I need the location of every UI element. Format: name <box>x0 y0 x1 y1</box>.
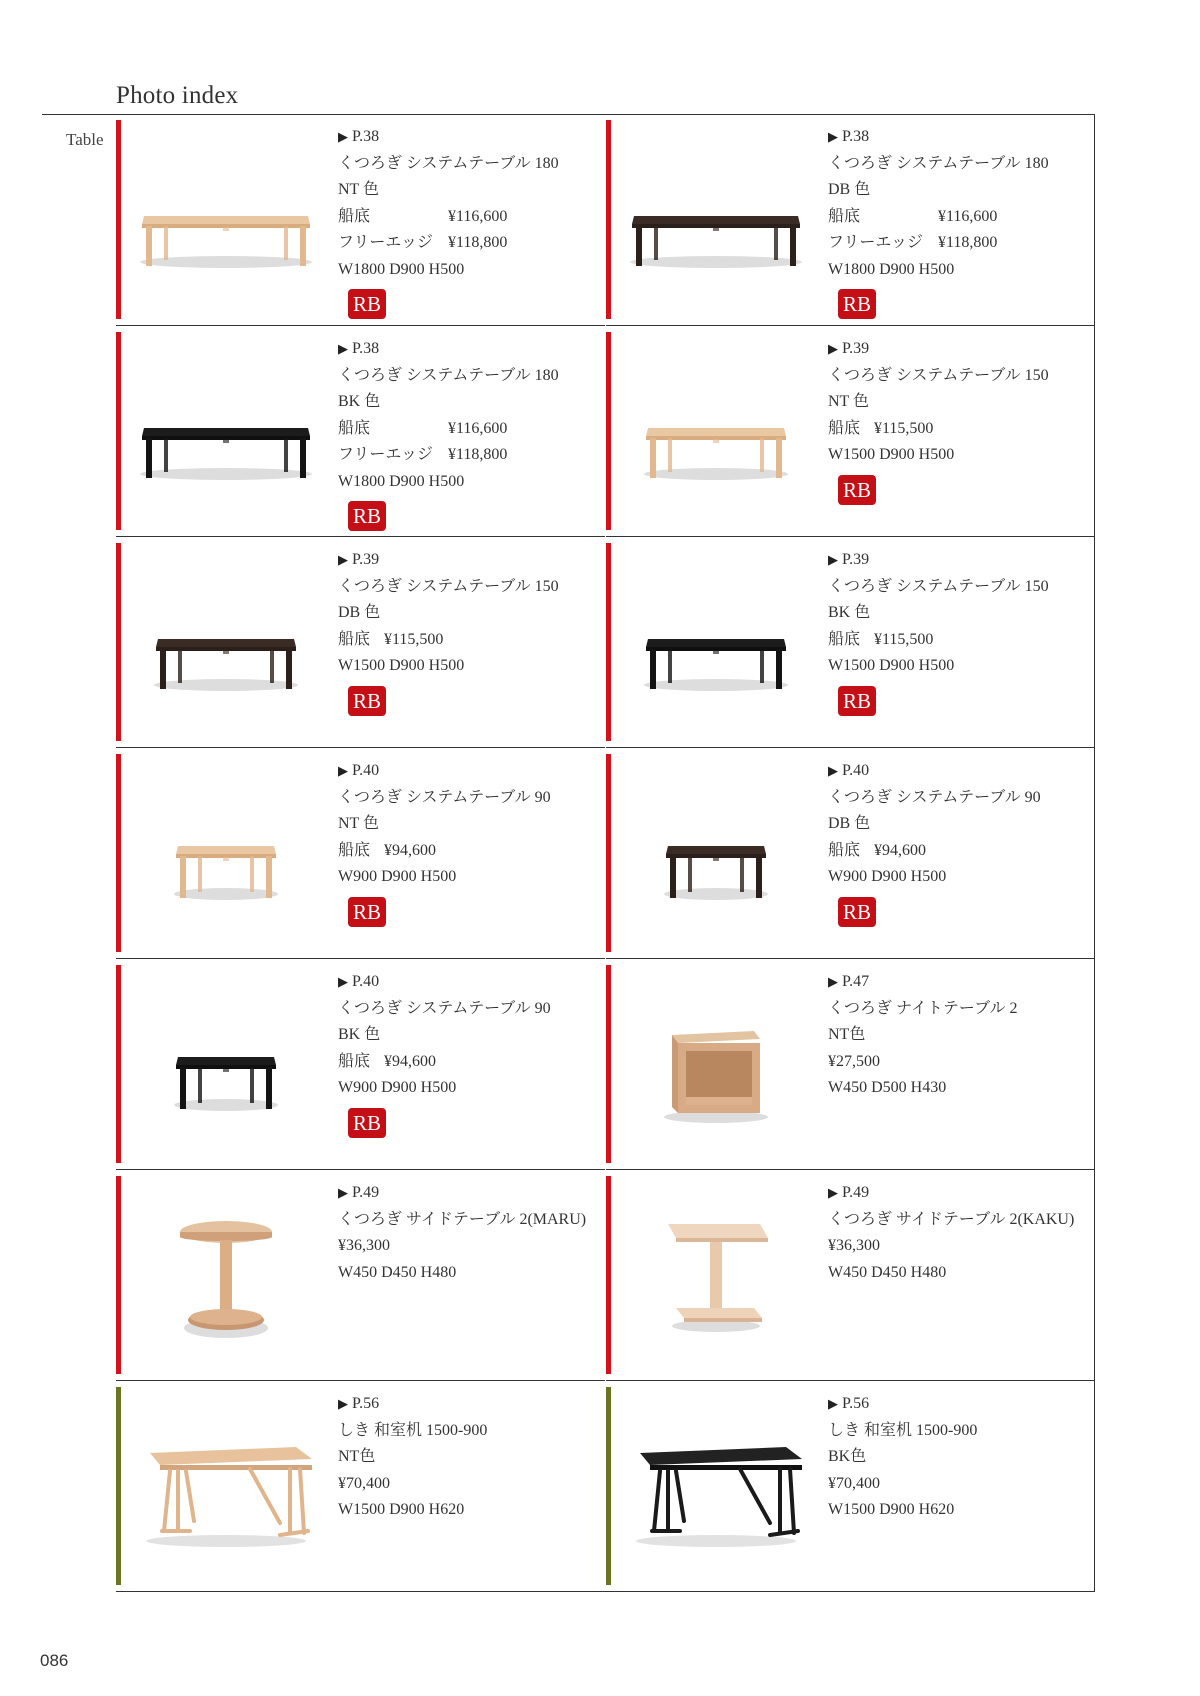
price-row <box>338 416 598 443</box>
price-value: ¥94,600 <box>384 841 437 859</box>
accent-bar <box>606 754 611 952</box>
product-color: NT 色 <box>338 815 380 832</box>
page-ref-text: P.39 <box>352 551 380 568</box>
page-ref-text: P.49 <box>842 1184 870 1201</box>
price-value: ¥115,500 <box>874 630 934 648</box>
page-ref <box>338 336 598 363</box>
product-size: W900 D900 H500 <box>338 868 457 885</box>
product-name: しき 和室机 1500-900 <box>828 1421 978 1439</box>
price-row <box>828 1049 1088 1076</box>
page-number: 086 <box>40 1651 69 1670</box>
triangle-right-icon: ▶ <box>828 129 838 144</box>
page-ref <box>338 124 598 151</box>
desk-nt-icon <box>130 1391 322 1581</box>
price-value: ¥115,500 <box>874 419 934 437</box>
page-ref <box>828 1180 1088 1207</box>
product-cell <box>606 747 1095 958</box>
product-size: W450 D450 H480 <box>338 1263 457 1281</box>
price-row <box>828 416 1088 443</box>
product-cell <box>606 1169 1095 1380</box>
accent-bar <box>116 965 121 1163</box>
rb-badge: RB <box>348 501 386 531</box>
page-ref <box>828 547 1088 574</box>
product-name: くつろぎ サイドテーブル 2(MARU) <box>338 1210 587 1228</box>
triangle-right-icon: ▶ <box>338 341 348 356</box>
rb-badge: RB <box>838 686 876 716</box>
product-size: W1500 D900 H500 <box>828 446 955 463</box>
product-cell <box>116 1380 605 1591</box>
page-title: Photo index <box>116 82 239 109</box>
product-color: BK色 <box>828 1448 867 1465</box>
price-label: 船底 <box>338 841 371 859</box>
price-value: ¥27,500 <box>828 1052 880 1070</box>
product-color: BK 色 <box>338 1026 381 1043</box>
product-cell <box>116 747 605 958</box>
price-row <box>338 1233 598 1260</box>
product-size: W1500 D900 H500 <box>828 657 955 674</box>
price-value: ¥118,800 <box>448 234 508 251</box>
page-ref-text: P.49 <box>352 1184 380 1201</box>
product-color: NT色 <box>338 1448 376 1465</box>
accent-bar <box>606 120 611 319</box>
product-name: くつろぎ システムテーブル 180 <box>828 154 1049 172</box>
product-name: くつろぎ ナイトテーブル 2 <box>828 999 1018 1017</box>
page-ref <box>338 1391 598 1418</box>
price-label: フリーエッジ <box>338 446 434 463</box>
price-label: フリーエッジ <box>828 234 924 251</box>
table-small-db-icon <box>620 758 812 948</box>
rb-badge: RB <box>838 897 876 927</box>
price-value: ¥70,400 <box>338 1474 390 1492</box>
product-size: W900 D900 H500 <box>338 1079 457 1096</box>
rb-badge: RB <box>348 897 386 927</box>
accent-bar <box>116 332 121 530</box>
triangle-right-icon: ▶ <box>338 974 348 989</box>
triangle-right-icon: ▶ <box>828 341 838 356</box>
table-small-bk-icon <box>130 969 322 1159</box>
price-value: ¥36,300 <box>338 1237 390 1254</box>
page-ref-text: P.39 <box>842 340 870 357</box>
desk-bk-icon <box>620 1391 812 1581</box>
triangle-right-icon: ▶ <box>338 552 348 567</box>
product-name: くつろぎ システムテーブル 90 <box>828 788 1041 806</box>
product-name: くつろぎ システムテーブル 180 <box>338 366 559 384</box>
triangle-right-icon: ▶ <box>338 1185 348 1200</box>
price-label: 船底 <box>828 630 861 648</box>
product-color: BK 色 <box>828 604 871 621</box>
product-info <box>828 336 1088 506</box>
price-row <box>338 204 598 231</box>
product-size: W450 D450 H480 <box>828 1263 947 1281</box>
product-info <box>338 969 598 1139</box>
price-row <box>338 230 598 257</box>
product-info <box>338 124 598 321</box>
triangle-right-icon: ▶ <box>828 763 838 778</box>
price-value: ¥118,800 <box>448 446 508 463</box>
triangle-right-icon: ▶ <box>828 552 838 567</box>
accent-bar <box>606 965 611 1163</box>
price-label: 船底 <box>338 630 371 648</box>
price-value: ¥116,600 <box>448 207 508 225</box>
table-mid-nt-icon <box>620 336 812 526</box>
product-info <box>828 1180 1088 1286</box>
product-name: しき 和室机 1500-900 <box>338 1421 488 1439</box>
product-info <box>338 1180 598 1286</box>
page-ref-text: P.38 <box>352 128 380 145</box>
product-color: BK 色 <box>338 393 381 410</box>
price-label: 船底 <box>828 207 861 225</box>
price-value: ¥115,500 <box>384 630 444 648</box>
price-value: ¥116,600 <box>448 419 508 437</box>
accent-bar <box>116 1387 121 1585</box>
page-ref-text: P.40 <box>352 762 380 779</box>
price-label: フリーエッジ <box>338 234 434 251</box>
product-cell <box>606 114 1095 325</box>
rb-badge: RB <box>838 475 876 505</box>
triangle-right-icon: ▶ <box>338 1396 348 1411</box>
product-size: W1500 D900 H500 <box>338 657 465 674</box>
page-ref <box>828 336 1088 363</box>
product-info <box>828 547 1088 717</box>
product-size: W450 D500 H430 <box>828 1079 947 1096</box>
page-ref-text: P.38 <box>352 340 380 357</box>
section-label: Table <box>66 130 104 149</box>
page-ref <box>338 758 598 785</box>
price-row <box>828 627 1088 654</box>
triangle-right-icon: ▶ <box>338 763 348 778</box>
accent-bar <box>116 120 121 319</box>
page-ref <box>828 969 1088 996</box>
accent-bar <box>116 543 121 741</box>
table-long-bk-icon <box>130 336 322 526</box>
triangle-right-icon: ▶ <box>828 974 838 989</box>
product-cell <box>606 536 1095 747</box>
price-label: 船底 <box>338 419 371 437</box>
page-ref-text: P.38 <box>842 128 870 145</box>
product-name: くつろぎ システムテーブル 150 <box>338 577 559 595</box>
accent-bar <box>606 332 611 530</box>
price-label: 船底 <box>338 1052 371 1070</box>
product-size: W1800 D900 H500 <box>338 260 465 278</box>
accent-bar <box>606 1176 611 1374</box>
product-name: くつろぎ システムテーブル 90 <box>338 999 551 1017</box>
product-info <box>338 336 598 533</box>
product-cell <box>116 958 605 1169</box>
table-mid-db-icon <box>130 547 322 737</box>
product-size: W900 D900 H500 <box>828 868 947 885</box>
rb-badge: RB <box>348 1108 386 1138</box>
product-color: DB 色 <box>828 815 871 832</box>
side-table-square-icon <box>620 1180 812 1370</box>
page-ref-text: P.56 <box>352 1395 380 1412</box>
product-name: くつろぎ システムテーブル 150 <box>828 366 1049 384</box>
product-size: W1800 D900 H500 <box>828 260 955 278</box>
accent-bar <box>116 754 121 952</box>
product-color: DB 色 <box>338 604 381 621</box>
price-row <box>828 204 1088 231</box>
product-cell <box>606 1380 1095 1591</box>
price-row <box>338 1471 598 1498</box>
accent-bar <box>606 1387 611 1585</box>
price-row <box>338 442 598 469</box>
table-long-nt-icon <box>130 124 322 314</box>
page-ref <box>338 969 598 996</box>
product-info <box>828 758 1088 928</box>
night-table-icon <box>620 969 812 1159</box>
price-row <box>828 838 1088 865</box>
table-mid-bk-icon <box>620 547 812 737</box>
product-cell <box>606 325 1095 536</box>
product-cell <box>116 114 605 325</box>
accent-bar <box>606 543 611 741</box>
side-table-round-icon <box>130 1180 322 1370</box>
price-label: 船底 <box>828 419 861 437</box>
price-value: ¥116,600 <box>938 207 998 225</box>
rb-badge: RB <box>348 686 386 716</box>
page-ref-text: P.47 <box>842 973 870 990</box>
price-row <box>338 838 598 865</box>
product-color: NT 色 <box>828 393 870 410</box>
triangle-right-icon: ▶ <box>338 129 348 144</box>
product-name: くつろぎ システムテーブル 90 <box>338 788 551 806</box>
product-name: くつろぎ システムテーブル 180 <box>338 154 559 172</box>
product-info <box>828 969 1088 1102</box>
page-ref <box>338 1180 598 1207</box>
table-small-nt-icon <box>130 758 322 948</box>
product-info <box>338 547 598 717</box>
price-row <box>338 627 598 654</box>
page-ref-text: P.56 <box>842 1395 870 1412</box>
product-size: W1500 D900 H620 <box>338 1501 465 1518</box>
product-cell <box>116 325 605 536</box>
price-value: ¥118,800 <box>938 234 998 251</box>
page-ref-text: P.40 <box>352 973 380 990</box>
price-value: ¥70,400 <box>828 1474 880 1492</box>
rb-badge: RB <box>838 289 876 319</box>
page-ref <box>828 758 1088 785</box>
price-row <box>828 1471 1088 1498</box>
price-row <box>828 1233 1088 1260</box>
page-ref <box>338 547 598 574</box>
price-label: 船底 <box>828 841 861 859</box>
product-name: くつろぎ システムテーブル 150 <box>828 577 1049 595</box>
product-info <box>338 758 598 928</box>
accent-bar <box>116 1176 121 1374</box>
product-grid <box>116 114 1095 1592</box>
triangle-right-icon: ▶ <box>828 1185 838 1200</box>
price-row <box>828 230 1088 257</box>
price-row <box>338 1049 598 1076</box>
product-color: NT 色 <box>338 181 380 198</box>
rb-badge: RB <box>348 289 386 319</box>
page-ref <box>828 1391 1088 1418</box>
page-ref-text: P.40 <box>842 762 870 779</box>
triangle-right-icon: ▶ <box>828 1396 838 1411</box>
product-color: DB 色 <box>828 181 871 198</box>
price-value: ¥94,600 <box>874 841 927 859</box>
price-label: 船底 <box>338 207 371 225</box>
page-ref <box>828 124 1088 151</box>
product-cell <box>116 1169 605 1380</box>
price-value: ¥36,300 <box>828 1237 880 1254</box>
product-cell <box>116 536 605 747</box>
product-info <box>338 1391 598 1524</box>
product-size: W1500 D900 H620 <box>828 1501 955 1518</box>
product-info <box>828 124 1088 321</box>
table-long-db-icon <box>620 124 812 314</box>
page-ref-text: P.39 <box>842 551 870 568</box>
product-cell <box>606 958 1095 1169</box>
product-info <box>828 1391 1088 1524</box>
product-name: くつろぎ サイドテーブル 2(KAKU) <box>828 1210 1075 1228</box>
price-value: ¥94,600 <box>384 1052 437 1070</box>
product-size: W1800 D900 H500 <box>338 472 465 490</box>
product-color: NT色 <box>828 1026 866 1043</box>
